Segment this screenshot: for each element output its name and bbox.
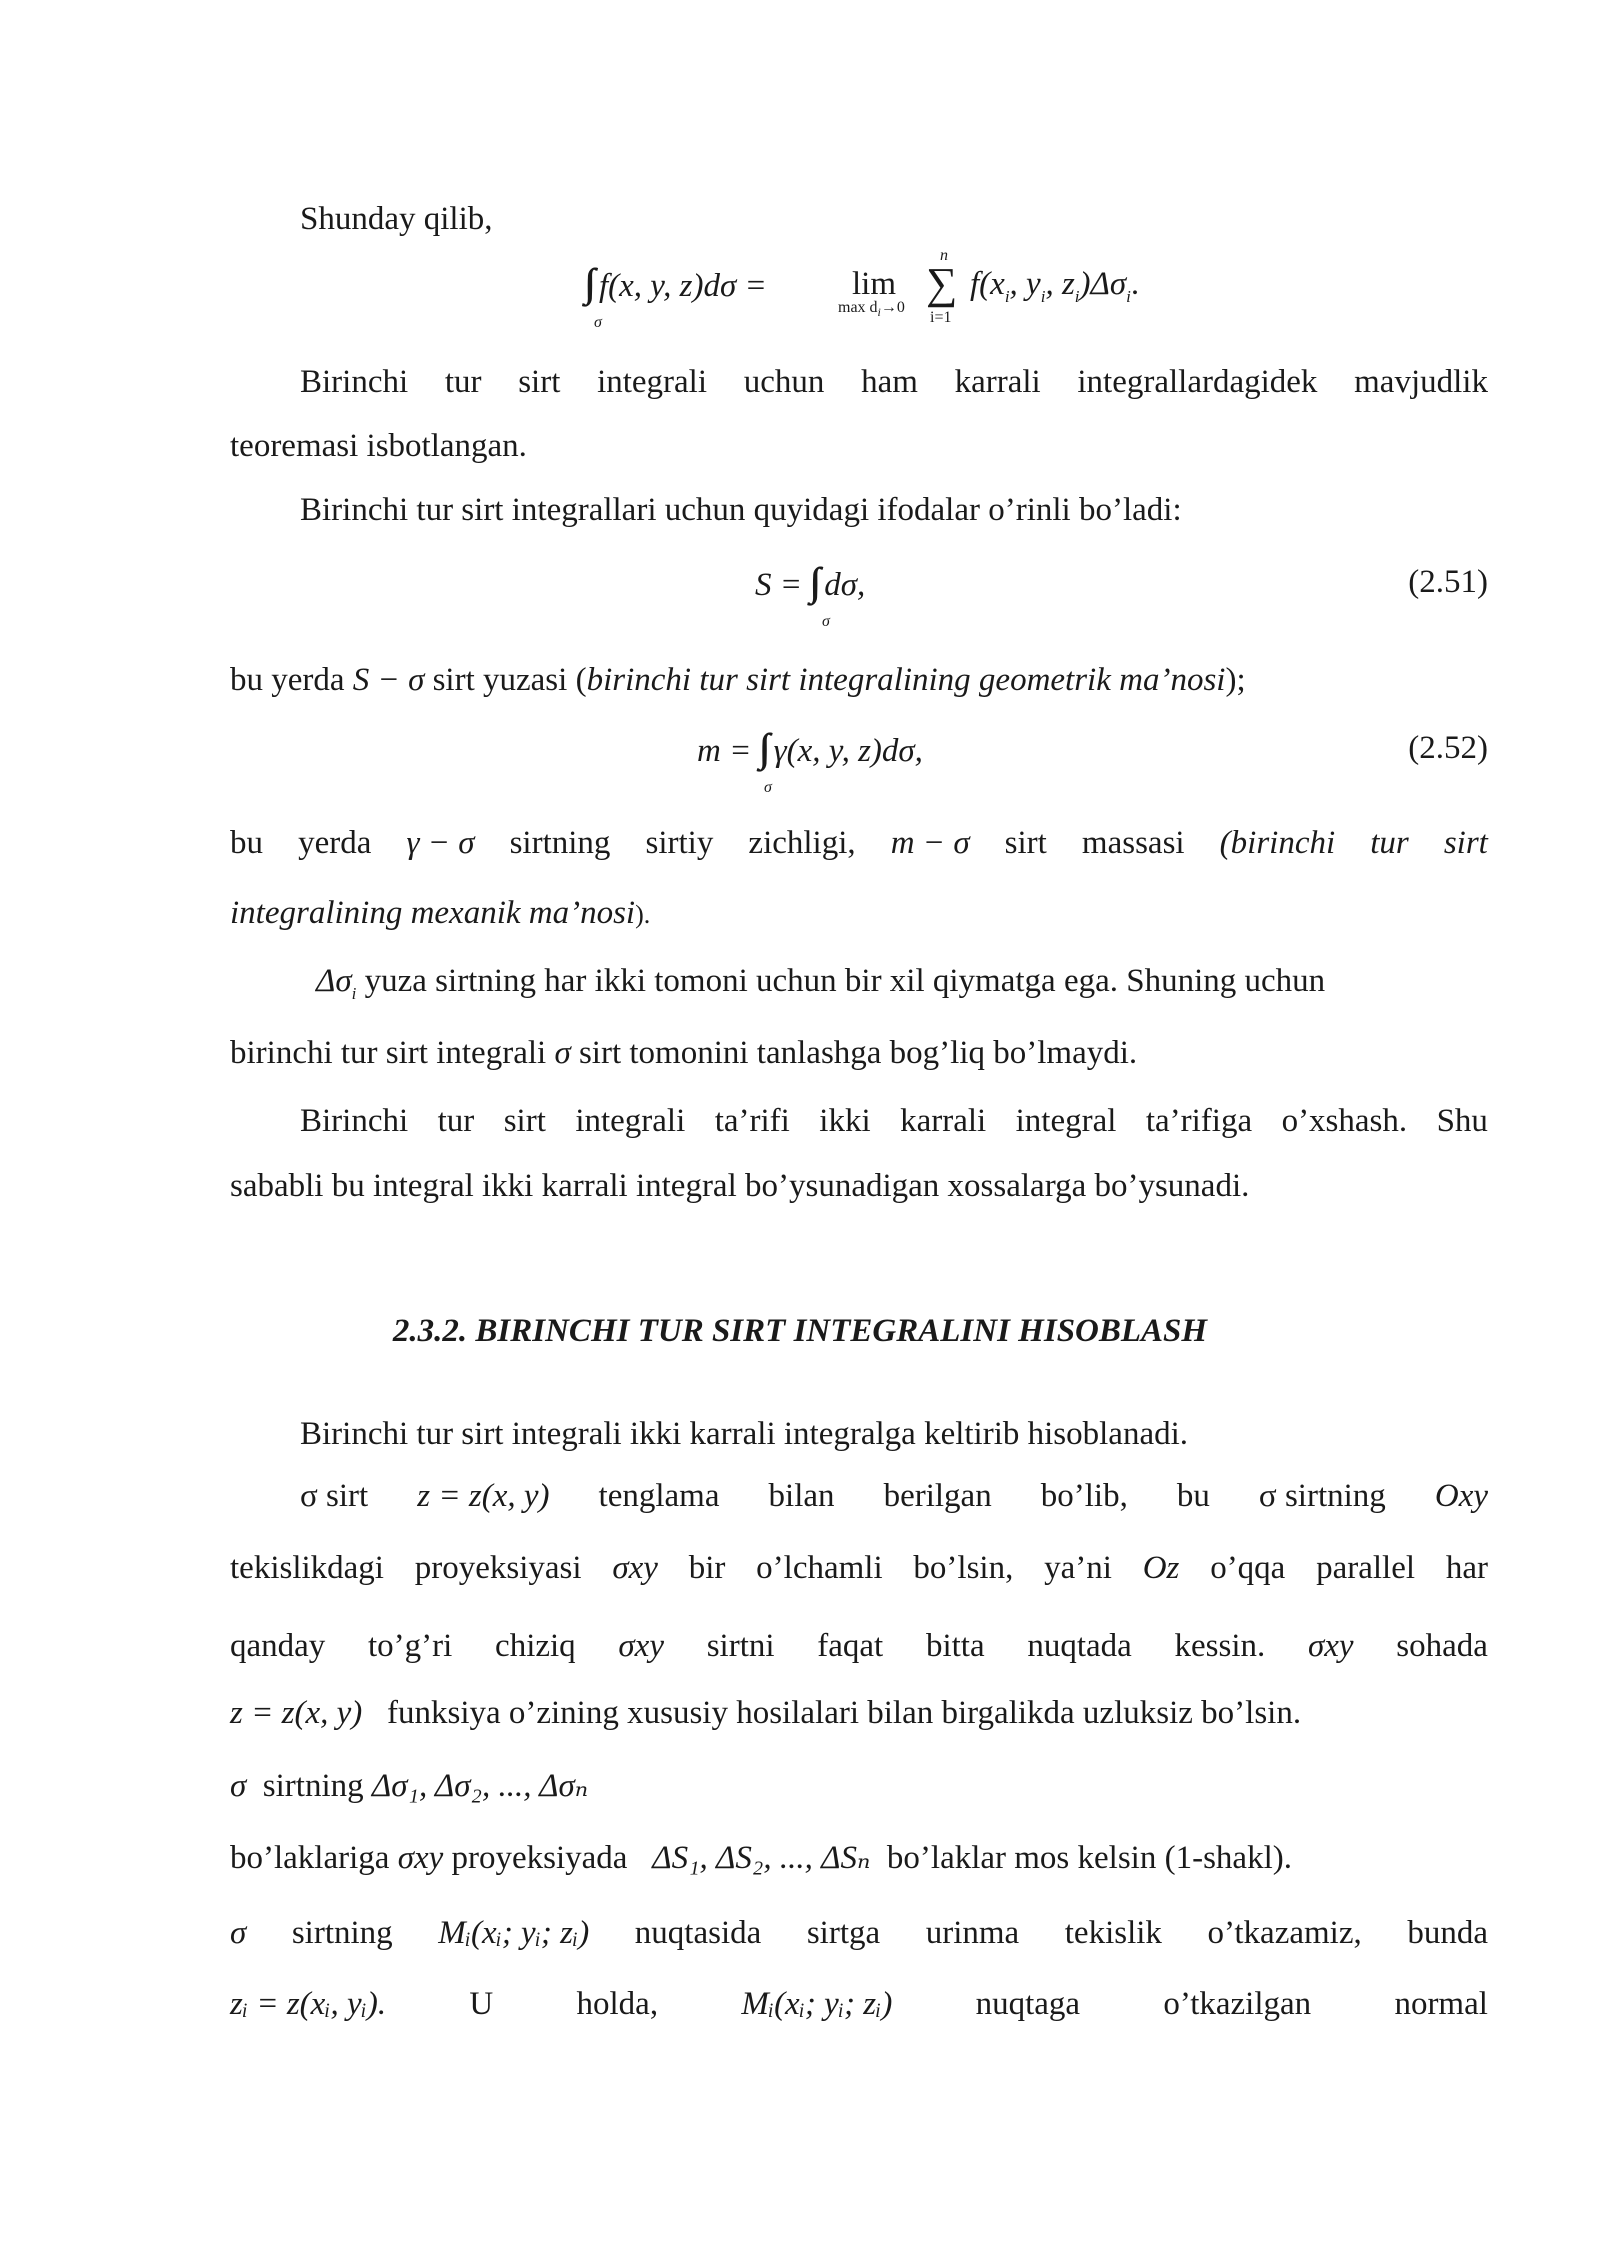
eq1-lim: lim xyxy=(852,266,897,302)
document-page: Shunday qilib, f(x, y, z)dσ = σ lim $\max d_i\to 0$ n ∑ i=1 $f(x_i$, $y_i$, $z_i)\Delta\sigma_i$. Birinchi tur sirt integrali uchun ham karrali integrallardagidek mavjudlik teoremasi isbotlangan. Birinchi tur sirt integrallari uchun quyidagi ifodalar o’rinli bo’ladi: S = dσ, σ (2.51) bu yerda S − σ sirt yuzasi (birinchi tur sirt integralining geometrik ma’nosi); m = γ(x, y, z)dσ, σ (2.52) bu yerda γ − σ sirtning sirtiy zichligi, m − σ sirt massasi (birinchi tur sirt integralining mexanik ma’nosi). $\Delta\sigma_i$ yuza sirtning har ikki tomoni uchun bir xil qiymatga ega. Shuning uchun birinchi tur sirt integrali σ sirt tomonini tanlashga bog’liq bo’lmaydi. Birinchi tur sirt integrali ta’rifi ikki karrali integral ta’rifiga o’xshash. Shu sababli bu integral ikki karrali integral bo’ysunadigan xossalarga bo’ysunadi. 2.3.2. BIRINCHI TUR SIRT INTEGRALINI HISOBLASH Birinchi tur sirt integrali ikki karrali integralga keltirib hisoblanadi. σ sirt z = z(x, y) tenglama bilan berilgan bo’lib, bu σ sirtning Oxy tekislikdagi proyeksiyasi σxy bir o’lchamli bo’lsin, ya’ni Oz o’qqa parallel har qanday to’g’ri chiziq σxy sirtni faqat bitta nuqtada kessin. σxy sohada z = z(x, y) funksiya o’zining xususiy hosilalari bilan birgalikda uzluksiz bo’lsin. σ sirtning Δσ₁, Δσ₂, ..., Δσₙ bo’laklariga σxy proyeksiyada ΔS₁, ΔS₂, ..., ΔSₙ bo’laklar mos kelsin (1-shakl). σ sirtning Mᵢ(xᵢ; yᵢ; zᵢ) nuqtasida sirtga urinma tekislik o’tkazamiz, bunda zᵢ = z(xᵢ, yᵢ). U holda, Mᵢ(xᵢ; yᵢ; zᵢ) nuqtaga o’tkazilgan normal xyxy=(0,0,1600,2262)
para-computation-intro: Birinchi tur sirt integrali ikki karrali integralga keltirib hisoblanadi. xyxy=(300,1416,1189,1452)
para-surface-setup-line3: qanday to’g’ri chiziq σxy sirtni faqat bitta nuqtada kessin. σxy sohada xyxy=(230,1628,1488,1664)
para-existence-line1: Birinchi tur sirt integrali uchun ham karrali integrallardagidek mavjudlik xyxy=(300,364,1488,400)
section-heading: 2.3.2. BIRINCHI TUR SIRT INTEGRALINI HISOBLASH xyxy=(392,1313,1208,1349)
eq1-rhs: $f(x_i$, $y_i$, $z_i)\Delta\sigma_i$. xyxy=(970,266,1140,306)
para-surface-setup-line6: bo’laklariga σxy proyeksiyada ΔS₁, ΔS₂, ..., ΔSₙ bo’laklar mos kelsin (1-shakl). xyxy=(230,1840,1292,1876)
para-existence-line2: teoremasi isbotlangan. xyxy=(230,428,527,464)
para-mass-meaning-line1: bu yerda γ − σ sirtning sirtiy zichligi, m − σ sirt massasi (birinchi tur sirt xyxy=(230,825,1488,861)
para-surface-setup-line4: z = z(x, y) funksiya o’zining xususiy hosilalari bilan birgalikda uzluksiz bo’lsin. xyxy=(230,1695,1302,1731)
para-surface-setup-line8: zᵢ = z(xᵢ, yᵢ). U holda, Mᵢ(xᵢ; yᵢ; zᵢ) nuqtaga o’tkazilgan normal xyxy=(230,1986,1488,2022)
eq1-lhs: f(x, y, z)dσ = xyxy=(599,268,767,304)
para-area-meaning: bu yerda S − σ sirt yuzasi (birinchi tur sirt integralining geometrik ma’nosi); xyxy=(230,662,1246,698)
para-surface-setup-line7: σ sirtning Mᵢ(xᵢ; yᵢ; zᵢ) nuqtasida sirtga urinma tekislik o’tkazamiz, bunda xyxy=(230,1915,1488,1951)
eq1-lim-under: $\max d_i\to 0$ xyxy=(838,299,905,319)
para-side-independence-line1: $\Delta\sigma_i$ yuza sirtning har ikki tomoni uchun bir xil qiymatga ega. Shuning uchun xyxy=(316,963,1326,1003)
equation-number-2-51: (2.51) xyxy=(1408,564,1488,600)
eq1-sum-bottom: i=1 xyxy=(930,309,952,326)
sum-sign: ∑ xyxy=(926,259,958,308)
eq1-sum-top: n xyxy=(940,247,948,264)
para-properties-line2: sababli bu integral ikki karrali integral bo’ysunadigan xossalarga bo’ysunadi. xyxy=(230,1168,1250,1204)
para-surface-setup-line2: tekislikdagi proyeksiyasi σxy bir o’lchamli bo’lsin, ya’ni Oz o’qqa parallel har xyxy=(230,1550,1488,1586)
para-mass-meaning-line2: integralining mexanik ma’nosi). xyxy=(230,895,651,931)
para-formulas-intro: Birinchi tur sirt integrallari uchun quyidagi ifodalar o’rinli bo’ladi: xyxy=(300,492,1182,528)
para-surface-setup-line1: σ sirt z = z(x, y) tenglama bilan berilgan bo’lib, bu σ sirtning Oxy xyxy=(300,1478,1488,1514)
para-surface-setup-line5: σ sirtning Δσ₁, Δσ₂, ..., Δσₙ xyxy=(230,1768,589,1804)
para-intro: Shunday qilib, xyxy=(300,201,493,237)
equation-number-2-52: (2.52) xyxy=(1408,730,1488,766)
para-properties-line1: Birinchi tur sirt integrali ta’rifi ikki karrali integral ta’rifiga o’xshash. Shu xyxy=(300,1103,1488,1139)
eq1-int-sub: σ xyxy=(594,314,602,331)
para-side-independence-line2: birinchi tur sirt integrali σ sirt tomonini tanlashga bog’liq bo’lmaydi. xyxy=(230,1035,1138,1071)
